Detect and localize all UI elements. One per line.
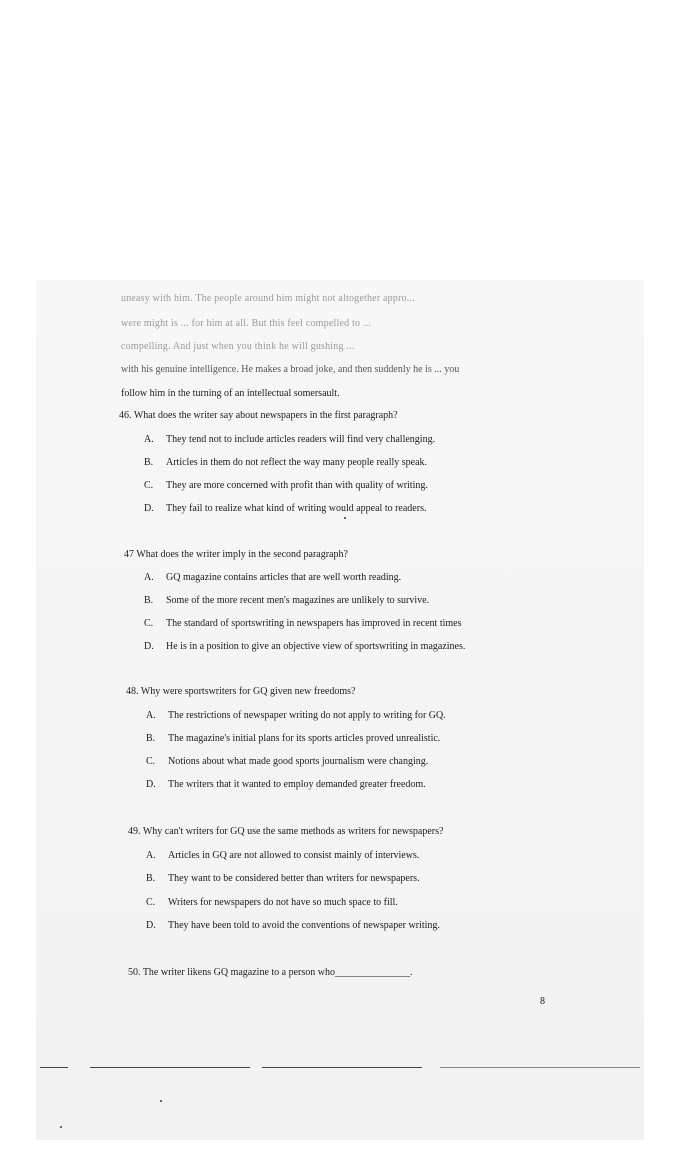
passage-line: uneasy with him. The people around him might not altogether appro... bbox=[121, 293, 415, 304]
option-48b bbox=[146, 733, 440, 745]
option-letter: A. bbox=[146, 710, 156, 721]
option-letter: A. bbox=[146, 850, 156, 861]
question-number: 48. bbox=[126, 686, 139, 697]
option-47c bbox=[144, 618, 461, 630]
option-letter: C. bbox=[146, 897, 156, 908]
question-number: 49. bbox=[128, 826, 141, 837]
option-text: Articles in GQ are not allowed to consist mainly of interviews. bbox=[168, 850, 420, 861]
option-48a bbox=[146, 710, 446, 722]
question-number: 50. bbox=[128, 967, 141, 978]
scan-speck bbox=[160, 1100, 162, 1102]
option-letter: B. bbox=[144, 595, 154, 606]
question-text: The writer likens GQ magazine to a person who_______________. bbox=[142, 967, 413, 978]
option-49a bbox=[146, 850, 419, 862]
passage-line: with his genuine intelligence. He makes a broad joke, and then suddenly he is ... you bbox=[121, 364, 460, 375]
option-letter: B. bbox=[146, 873, 156, 884]
option-49d bbox=[146, 920, 440, 932]
option-48d bbox=[146, 779, 426, 791]
scan-rule bbox=[262, 1067, 422, 1068]
option-49b bbox=[146, 873, 420, 885]
scan-rule bbox=[40, 1067, 68, 1068]
option-letter: D. bbox=[146, 920, 156, 931]
option-letter: A. bbox=[144, 434, 154, 445]
scan-speck bbox=[344, 517, 346, 519]
option-letter: C. bbox=[146, 756, 156, 767]
option-letter: D. bbox=[144, 641, 154, 652]
option-letter: B. bbox=[144, 457, 154, 468]
question-number: 46. bbox=[119, 410, 132, 421]
option-46d bbox=[144, 503, 426, 515]
option-letter: A. bbox=[144, 572, 154, 583]
option-letter: C. bbox=[144, 618, 154, 629]
question-text: What does the writer say about newspapers in the first paragraph? bbox=[133, 410, 398, 421]
scan-rule bbox=[440, 1067, 640, 1068]
option-48c bbox=[146, 756, 428, 768]
page-number: 8 bbox=[540, 996, 545, 1007]
option-46b bbox=[144, 457, 427, 469]
passage-line: compelling. And just when you think he will gushing ... bbox=[121, 341, 355, 352]
scan-speck bbox=[60, 1126, 62, 1128]
question-text: Why can't writers for GQ use the same methods as writers for newspapers? bbox=[142, 826, 444, 837]
question-text: What does the writer imply in the second paragraph? bbox=[136, 549, 348, 560]
option-text: They have been told to avoid the conventions of newspaper writing. bbox=[168, 920, 440, 931]
option-47a bbox=[144, 572, 401, 584]
option-text: The writers that it wanted to employ demanded greater freedom. bbox=[168, 779, 426, 790]
question-48 bbox=[126, 686, 355, 698]
question-46 bbox=[119, 410, 398, 422]
option-49c bbox=[146, 897, 398, 909]
option-text: Articles in them do not reflect the way many people really speak. bbox=[166, 457, 428, 468]
question-text: Why were sportswriters for GQ given new freedoms? bbox=[140, 686, 356, 697]
option-letter: D. bbox=[144, 503, 154, 514]
option-text: Writers for newspapers do not have so much space to fill. bbox=[168, 897, 398, 908]
option-46c bbox=[144, 480, 428, 492]
option-letter: C. bbox=[144, 480, 154, 491]
option-text: They tend not to include articles readers will find very challenging. bbox=[166, 434, 436, 445]
option-text: GQ magazine contains articles that are well worth reading. bbox=[166, 572, 402, 583]
scan-rule bbox=[90, 1067, 250, 1068]
option-text: Notions about what made good sports journalism were changing. bbox=[168, 756, 429, 767]
question-49 bbox=[128, 826, 443, 838]
option-text: He is in a position to give an objective view of sportswriting in magazines. bbox=[166, 641, 466, 652]
option-text: They are more concerned with profit than with quality of writing. bbox=[166, 480, 428, 491]
passage-line: were might is ... for him at all. But this feel compelled to ... bbox=[121, 318, 371, 329]
option-47b bbox=[144, 595, 429, 607]
question-47 bbox=[124, 549, 348, 561]
option-47d bbox=[144, 641, 465, 653]
option-46a bbox=[144, 434, 435, 446]
option-text: Some of the more recent men's magazines are unlikely to survive. bbox=[166, 595, 430, 606]
passage-line: follow him in the turning of an intellectual somersault. bbox=[121, 388, 340, 399]
question-50 bbox=[128, 967, 413, 979]
option-text: The restrictions of newspaper writing do not apply to writing for GQ. bbox=[168, 710, 446, 721]
option-letter: D. bbox=[146, 779, 156, 790]
option-text: The standard of sportswriting in newspapers has improved in recent times bbox=[166, 618, 462, 629]
option-letter: B. bbox=[146, 733, 156, 744]
question-number: 47 bbox=[124, 549, 134, 560]
option-text: They fail to realize what kind of writing would appeal to readers. bbox=[166, 503, 427, 514]
option-text: They want to be considered better than writers for newspapers. bbox=[168, 873, 420, 884]
option-text: The magazine's initial plans for its sports articles proved unrealistic. bbox=[168, 733, 441, 744]
